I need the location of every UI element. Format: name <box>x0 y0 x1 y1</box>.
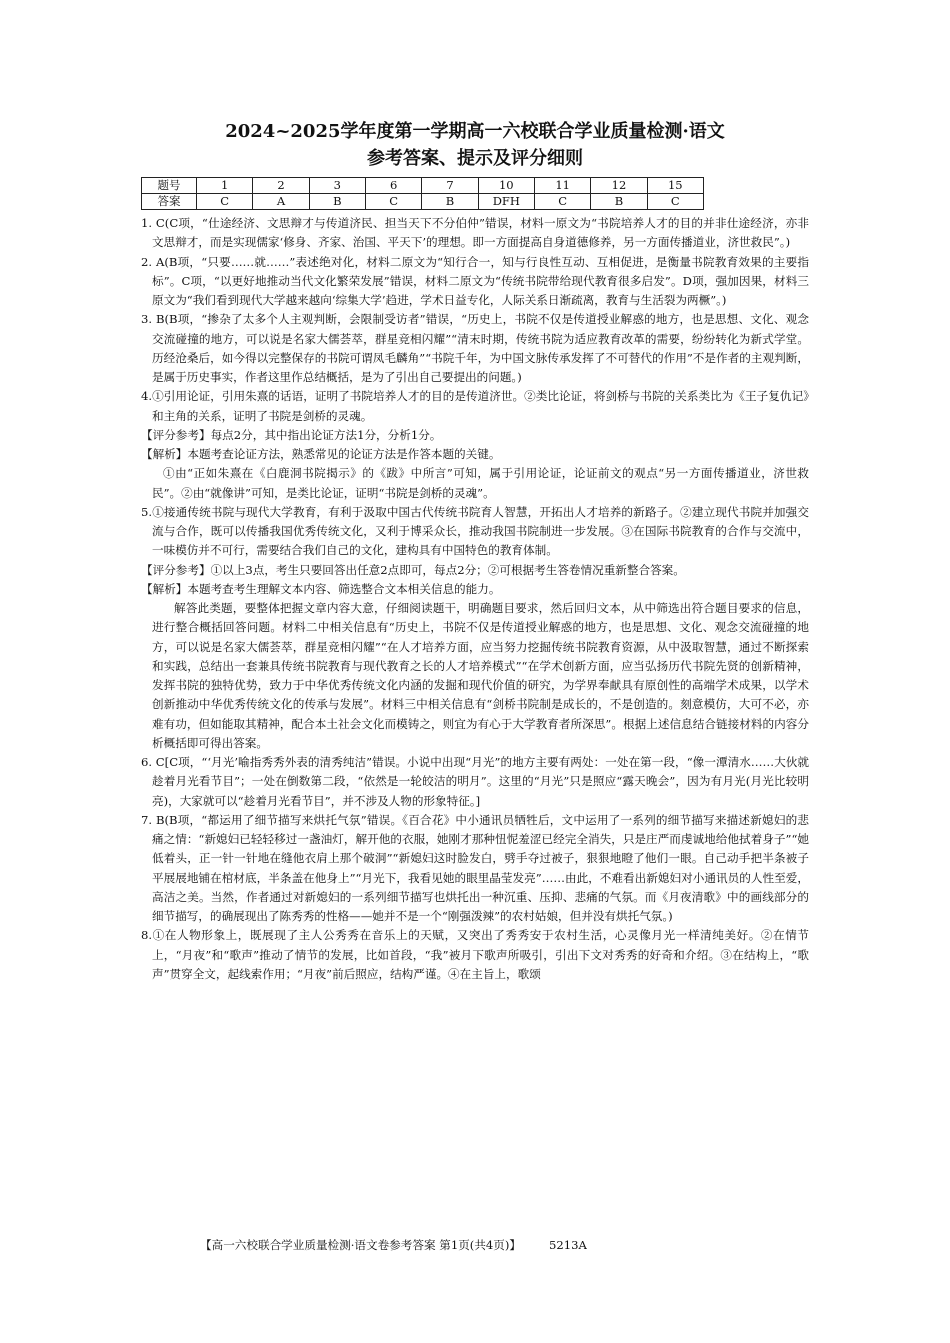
answer-paragraph: 7. B(B项，“都运用了细节描写来烘托气氛”错误。《百合花》中小通讯员牺牲后，文中运用了一系列的细节描写来描述新媳妇的悲痛之情：“新媳妇已轻轻移过一盏油灯，解开他的衣服，她刚才那种忸怩羞涩已经完全消失，只是庄严而虔诚地给他拭着身子”“她低着头，正一针一针地在缝他衣肩上那个破洞”“新媳妇这时脸发白，劈手夺过被子，狠狠地瞪了他们一眼。自己动手把半条被子平展展地铺在棺材底，半条盖在他身上”“月光下，我看见她的眼里晶莹发亮”……由此，不难看出新媳妇对小通讯员的人性至爱，高洁之美。当然，作者通过对新媳妇的一系列细节描写也烘托出一种沉重、压抑、悲痛的气氛。而《月夜清歌》中的画线部分的细节描写，的确展现出了陈秀秀的性格——她并不是一个“刚强泼辣”的农村姑娘，但并没有烘托气氛。) <box>141 812 809 923</box>
note-paragraph: 【解析】本题考查论证方法，熟悉常见的论证方法是作答本题的关键。 <box>141 447 501 461</box>
answer-cell: C <box>197 194 253 210</box>
answer-paragraph: 6. C[C项，“‘月光’喻指秀秀外表的清秀纯洁”错误。小说中出现“月光”的地方主要有两处：一处在第一段，“像一潭清水……大伙就趁着月光看节目”；一处在倒数第二段，“依然是一轮皎洁的明月”。这里的“月光”只是照应“露天晚会”，因为有月光(月光比较明亮)，大家就可以“趁着月光看节目”，并不涉及人物的形象特征。] <box>141 755 809 808</box>
answer-paragraph: 8.①在人物形象上，既展现了主人公秀秀在音乐上的天赋，又突出了秀秀安于农村生活，心灵像月光一样清纯美好。②在情节上，“月夜”和“歌声”推动了情节的发展，比如首段，“我”被月下歌声所吸引，引出下文对秀秀的好奇和介绍。③在结构上，“歌声”贯穿全文，起线索作用；“月夜”前后照应，结构严谨。④在主旨上，歌颂 <box>141 928 809 981</box>
answer-paragraph: 1. C(C项，“仕途经济、文思辩才与传道济民、担当天下不分伯仲”错误，材料一原文为“书院培养人才的目的并非仕途经济，亦非文思辩才，而是实现儒家‘修身、齐家、治国、平天下’的理想。即一方面提高自身道德修养，另一方面传播道业，济世救民”。) <box>141 216 809 250</box>
document-title: 2024~2025学年度第一学期高一六校联合学业质量检测·语文 <box>225 121 725 142</box>
answer-cell: C <box>647 194 703 210</box>
answer-paragraph: 3. B(B项，“掺杂了太多个人主观判断，会限制受访者”错误，“历史上，书院不仅是传道授业解惑的地方，也是思想、文化、观念交流碰撞的地方，可以说是名家大儒荟萃，群星竞相闪耀”“清末时期，传统书院为适应教育改革的需要，纷纷转化为新式学堂。历经沧桑后，如今得以完整保存的书院可谓凤毛麟角”“书院千年，为中国文脉传承发挥了不可替代的作用”不是作者的主观判断，是属于历史事实，作者这里作总结概括，是为了引出自己要提出的问题。) <box>141 312 809 384</box>
note-paragraph: 【评分参考】①以上3点，考生只要回答出任意2点即可，每点2分；②可根据考生答卷情况重新整合答案。 <box>141 562 685 577</box>
question-number: 1 <box>197 178 253 194</box>
answer-explanations <box>141 214 809 984</box>
paper-code: 5213A <box>549 1238 587 1252</box>
answer-cell: DFH <box>478 194 534 210</box>
question-number: 10 <box>478 178 534 194</box>
answer-paragraph: 解答此类题，要整体把握文章内容大意，仔细阅读题干，明确题目要求，然后回归文本，从中筛选出符合题目要求的信息，进行整合概括回答问题。材料二中相关信息有“历史上，书院不仅是传道授业解惑的地方，也是思想、文化、观念交流碰撞的地方，可以说是名家大儒荟萃，群星竞相闪耀”“在人才培养方面，应当努力挖掘传统书院教育资源，从中汲取智慧，通过不断探索和实践，总结出一套兼具传统书院教育与现代教育之长的人才培养模式”“在学术创新方面，应当弘扬历代书院先贤的创新精神，发挥书院的独特优势，致力于中华优秀传统文化内涵的发掘和现代价值的研究，为学界奉献具有原创性的高端学术成果，以学术创新推动中华优秀传统文化的传承与发展”。材料三中相关信息有“剑桥书院制是成长的，不是创造的。刻意模仿，大可不必，亦难有功，但如能取其精神，配合本土社会文化而模铸之，则宜为有心于大学教育者所深思”。根据上述信息结合链接材料的内容分析概括即可得出答案。 <box>152 601 809 750</box>
question-number: 6 <box>365 178 421 194</box>
answer-table-answer-row <box>142 194 704 210</box>
page-footer <box>200 1237 587 1253</box>
question-number: 2 <box>253 178 309 194</box>
answer-paragraph: 4.①引用论证，引用朱熹的话语，证明了书院培养人才的目的是传道济世。②类比论证，将剑桥与书院的关系类比为《王子复仇记》和主角的关系，证明了书院是剑桥的灵魂。 <box>141 389 809 423</box>
answer-paragraph: 2. A(B项，“只要……就……”表述绝对化，材料二原文为“知行合一，知与行良性互动、互相促进，是衡量书院教育效果的主要指标”。C项，“以更好地推动当代文化繁荣发展”错误，材料二原文为“传统书院带给现代教育很多启发”。D项，强加因果，材料三原文为“我们看到现代大学越来越向‘综集大学’趋进，学术日益专化，人际关系日渐疏离，教育与生活裂为两橛”。) <box>141 254 809 307</box>
answer-cell: B <box>422 194 478 210</box>
question-number: 12 <box>591 178 647 194</box>
question-number: 15 <box>647 178 703 194</box>
row-label-answer: 答案 <box>142 194 197 210</box>
answer-table <box>141 177 704 210</box>
answer-cell: A <box>253 194 309 210</box>
note-paragraph: 【评分参考】每点2分，其中指出论证方法1分，分析1分。 <box>141 427 442 442</box>
answer-cell: B <box>591 194 647 210</box>
question-number: 7 <box>422 178 478 194</box>
answer-table-number-row <box>142 178 704 194</box>
answer-cell: B <box>309 194 365 210</box>
answer-cell: C <box>365 194 421 210</box>
question-number: 11 <box>534 178 590 194</box>
question-number: 3 <box>309 178 365 194</box>
answer-paragraph: 5.①接通传统书院与现代大学教育，有利于汲取中国古代传统书院育人智慧，开拓出人才培养的新路子。②建立现代书院并加强交流与合作，既可以传播我国优秀传统文化，又利于博采众长，推动我国书院制进一步发展。③在国际书院教育的合作与交流中，一味模仿并不可行，需要结合我们自己的文化，建构具有中国特色的教育体制。 <box>141 504 809 558</box>
footer-text: 【高一六校联合学业质量检测·语文卷参考答案 第1页(共4页)】 <box>200 1238 522 1252</box>
note-paragraph: 【解析】本题考查考生理解文本内容、筛选整合文本相关信息的能力。 <box>141 581 501 596</box>
document-subtitle: 参考答案、提示及评分细则 <box>367 148 583 169</box>
answer-paragraph: ①由“正如朱熹在《白鹿洞书院揭示》的《跋》中所言”可知，属于引用论证，论证前文的观点“另一方面传播道业，济世救民”。②由“就像讲”可知，是类比论证，证明“书院是剑桥的灵魂”。 <box>152 466 809 500</box>
answer-cell: C <box>534 194 590 210</box>
row-label-number: 题号 <box>142 178 197 194</box>
